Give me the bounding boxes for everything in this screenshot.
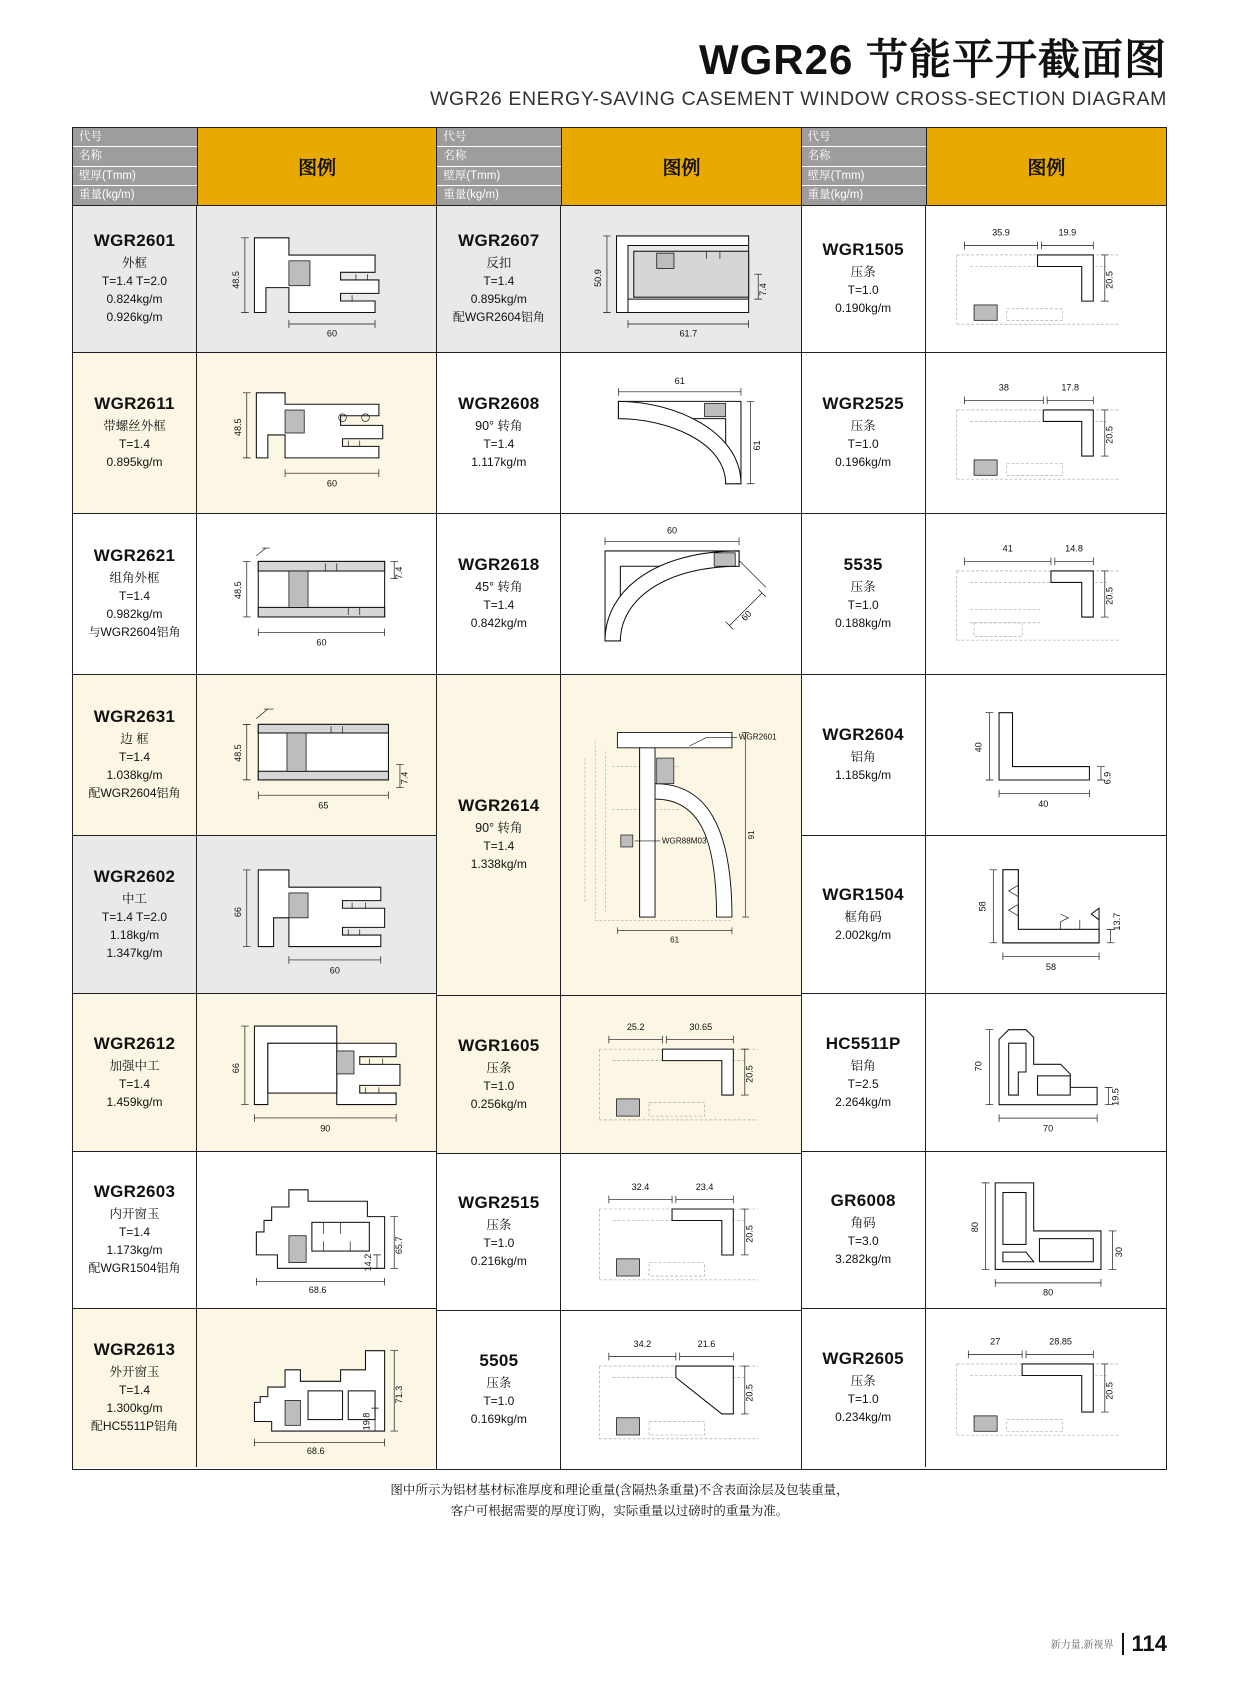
dim-b: 30.65 (689, 1022, 713, 1033)
row-info (802, 1309, 926, 1467)
dim-b: 17.8 (1060, 382, 1079, 393)
profile-thickness: T=1.0 (847, 437, 879, 452)
dim-width: 40 (1037, 798, 1049, 809)
profile-weight: 2.264kg/m (835, 1094, 892, 1109)
profile-figure (197, 206, 436, 352)
header-figure-label: 图例 (561, 128, 800, 205)
profile-code: WGR1505 (822, 240, 904, 260)
page-subtitle: WGR26 ENERGY-SAVING CASEMENT WINDOW CROSS-SECTION DIAGRAM (430, 88, 1167, 111)
profile-weight: 3.282kg/m (835, 1252, 892, 1267)
profile-code: WGR2614 (458, 796, 540, 816)
profile-figure (561, 353, 800, 513)
profile-figure (926, 1309, 1166, 1467)
dim-height: 65.7 (393, 1236, 404, 1254)
profile-name: 铝角 (850, 750, 876, 765)
dim-width: 60 (326, 478, 338, 489)
profile-thickness: T=1.4 (483, 274, 515, 289)
callout-2: WGR88M03 (662, 836, 707, 846)
profile-name: 铝角 (850, 1058, 876, 1073)
dim-height: 61 (752, 439, 763, 451)
profile-name: 压条 (850, 419, 876, 434)
page-footer (1051, 1633, 1167, 1655)
dim-width: 70 (1042, 1123, 1053, 1134)
dim-width: 60 (316, 637, 327, 648)
dim-width: 90 (320, 1123, 331, 1134)
row-info (437, 353, 561, 513)
profile-weight: 1.459kg/m (106, 1094, 163, 1109)
profile-code: WGR2602 (93, 866, 176, 886)
profile-figure (197, 353, 436, 513)
dim-b: 19.9 (1058, 227, 1076, 238)
profile-weight: 0.982kg/m (106, 607, 163, 622)
dim-a: 38 (998, 382, 1009, 393)
profile-figure (926, 206, 1166, 352)
profile-figure (926, 353, 1166, 513)
profile-code: WGR2631 (93, 707, 176, 727)
profile-figure (926, 1152, 1166, 1308)
table-row (802, 353, 1166, 514)
footnote-line-1: 图中所示为铝材基材标准厚度和理论重量(含隔热条重量)不含表面涂层及包装重量， (390, 1482, 849, 1497)
header-label-name: 名称 (73, 147, 197, 166)
profile-weight: 1.038kg/m (106, 768, 163, 783)
dim-width: 68.6 (308, 1284, 327, 1295)
dim-h: 20.5 (744, 1383, 755, 1402)
dim-b: 28.85 (1048, 1336, 1072, 1347)
page-title-code: WGR26 (698, 36, 854, 83)
dim-thickness: 7.4 (758, 282, 769, 296)
page-title (72, 38, 1167, 82)
profile-name: 加强中工 (109, 1058, 160, 1073)
row-info (802, 1152, 926, 1308)
profile-code: WGR2611 (94, 394, 175, 414)
profile-weight: 1.338kg/m (470, 857, 527, 872)
profile-code: WGR2618 (458, 555, 540, 575)
profile-name: 中工 (121, 891, 147, 906)
dim-b: 23.4 (696, 1181, 714, 1192)
profile-code: 5505 (479, 1351, 519, 1371)
table-column-2 (437, 128, 801, 1469)
table-row (73, 1152, 436, 1309)
row-info (437, 1311, 561, 1469)
table-column-1 (73, 128, 437, 1469)
profile-figure (561, 514, 800, 674)
dim-a: 35.9 (991, 227, 1010, 238)
table-row (73, 206, 436, 353)
profile-weight: 0.842kg/m (470, 616, 527, 631)
profile-name: 内开窗玉 (109, 1207, 160, 1222)
brand-slogan: 新力量,新视界 (1050, 1640, 1114, 1651)
profile-weight: 1.185kg/m (835, 768, 892, 783)
profile-thickness: T=1.4 T=2.0 (101, 274, 168, 289)
profile-figure (926, 675, 1166, 835)
profile-name: 压条 (850, 265, 876, 280)
profile-figure (926, 994, 1166, 1151)
profile-code: WGR2612 (93, 1033, 176, 1053)
profile-code: HC5511P (825, 1033, 901, 1053)
profile-thickness: T=1.4 (483, 839, 515, 854)
profile-code: WGR2613 (93, 1340, 176, 1360)
dim-width: 68.6 (306, 1445, 325, 1456)
dim-h: 20.5 (1104, 586, 1115, 605)
row-info (73, 514, 197, 674)
row-info (437, 675, 561, 995)
row-info (437, 514, 561, 674)
dim-a: 27 (989, 1336, 1000, 1347)
profile-thickness: T=1.0 (847, 598, 879, 613)
header-label-name: 名称 (437, 147, 561, 166)
dim-thickness: 19.8 (361, 1412, 372, 1430)
dim-height: 48.5 (233, 418, 244, 436)
row-info (73, 1152, 197, 1308)
row-info (802, 353, 926, 513)
table-row (802, 1309, 1166, 1467)
page-header (72, 0, 1167, 111)
profile-figure (197, 994, 436, 1151)
profile-name: 带螺丝外框 (103, 419, 166, 434)
row-info (73, 353, 197, 513)
row-info (73, 836, 197, 993)
dim-depth: 60 (739, 608, 754, 623)
profile-weight: 0.824kg/m (106, 292, 163, 307)
profile-name: 边 框 (120, 732, 149, 747)
profile-weight: 1.18kg/m (109, 927, 160, 942)
profile-code: WGR2605 (822, 1349, 904, 1369)
header-label-weight: 重量(kg/m) (437, 186, 561, 204)
dim-height: 48.5 (233, 743, 244, 762)
profile-note: 与WGR2604铝角 (88, 625, 181, 640)
dim-width: 61 (674, 375, 686, 386)
profile-code: WGR2515 (458, 1193, 540, 1213)
dim-a: 41 (1002, 543, 1013, 554)
dim-height: 40 (973, 741, 984, 752)
profile-name: 组角外框 (109, 571, 160, 586)
profile-name: 反扣 (486, 256, 512, 271)
profile-thickness: T=3.0 (847, 1234, 879, 1249)
table-row (802, 514, 1166, 675)
callout-1: WGR2601 (739, 731, 777, 741)
dim-height: 91 (747, 830, 757, 840)
profile-thickness: T=1.0 (483, 1394, 515, 1409)
dim-width: 61.7 (679, 328, 698, 339)
dim-width: 60 (326, 328, 338, 339)
profile-code: GR6008 (830, 1191, 896, 1211)
profile-name: 压条 (850, 1374, 876, 1389)
dim-width: 65 (318, 800, 329, 811)
header-label-thickness: 壁厚(Tmm) (802, 167, 926, 186)
row-info (802, 836, 926, 993)
row-info (437, 996, 561, 1153)
header-figure-label: 图例 (197, 128, 436, 205)
table-row (437, 1154, 800, 1311)
dim-thickness: 30 (1113, 1246, 1124, 1257)
profile-weight: 0.190kg/m (835, 301, 892, 316)
table-row (437, 1311, 800, 1469)
dim-thickness: 14.2 (363, 1253, 374, 1271)
page-title-text: 节能平开截面图 (853, 36, 1167, 83)
row-info (73, 206, 197, 352)
profile-weight: 0.234kg/m (835, 1410, 892, 1425)
profile-note: 配WGR1504铝角 (88, 1261, 181, 1276)
profile-figure (561, 675, 800, 995)
table-row (802, 994, 1166, 1152)
profile-code: WGR2607 (458, 231, 540, 251)
header-label-thickness: 壁厚(Tmm) (73, 167, 197, 186)
dim-thickness: 13.7 (1111, 912, 1122, 931)
profile-thickness: T=1.4 (118, 1383, 151, 1398)
profile-thickness: T=1.4 T=2.0 (101, 909, 168, 924)
page-number: 114 (1122, 1633, 1168, 1655)
profile-code: WGR1504 (822, 884, 904, 904)
header-label-code: 代号 (802, 128, 926, 147)
header-label-code: 代号 (437, 128, 561, 147)
table-row (802, 1152, 1166, 1309)
profile-name: 压条 (486, 1060, 512, 1075)
profile-figure (197, 1152, 436, 1308)
profile-weight: 0.895kg/m (470, 292, 527, 307)
profile-code: WGR2608 (458, 394, 540, 414)
profile-figure (926, 514, 1166, 674)
dim-b: 21.6 (698, 1338, 716, 1349)
profile-name: 90° 转角 (475, 419, 523, 434)
profile-name: 45° 转角 (475, 580, 523, 595)
profile-thickness: T=1.0 (847, 283, 879, 298)
profile-weight: 0.196kg/m (835, 455, 892, 470)
profile-thickness: T=1.4 (118, 589, 151, 604)
profile-name: 压条 (850, 580, 876, 595)
dim-width: 60 (329, 965, 340, 976)
table-row (437, 514, 800, 675)
profile-figure (926, 836, 1166, 993)
dim-h: 20.5 (1104, 425, 1115, 444)
dim-thickness: 7.4 (399, 771, 410, 784)
header-label-weight: 重量(kg/m) (802, 186, 926, 204)
dim-width: 58 (1045, 961, 1056, 972)
profile-weight: 1.300kg/m (106, 1401, 163, 1416)
table-row (73, 994, 436, 1152)
profile-name: 90° 转角 (475, 821, 523, 836)
dim-h: 20.5 (744, 1224, 755, 1243)
profile-figure (561, 1154, 800, 1310)
row-info (802, 514, 926, 674)
row-info (802, 206, 926, 352)
dim-height: 66 (231, 1063, 242, 1074)
dim-height: 80 (969, 1221, 980, 1232)
profile-weight: 0.188kg/m (835, 616, 892, 631)
profile-thickness: T=2.5 (847, 1076, 879, 1091)
header-label-name: 名称 (802, 147, 926, 166)
table-row (437, 675, 800, 996)
profile-thickness: T=1.4 (118, 1225, 151, 1240)
profile-weight: 0.169kg/m (470, 1412, 527, 1427)
table-row (73, 353, 436, 514)
profile-code: WGR2604 (822, 725, 904, 745)
profile-code: WGR2525 (822, 394, 904, 414)
dim-a: 32.4 (631, 1181, 650, 1192)
dim-a: 34.2 (633, 1338, 652, 1349)
row-info (802, 675, 926, 835)
profile-thickness: T=1.0 (847, 1392, 879, 1407)
profile-thickness: T=1.4 (118, 1076, 151, 1091)
dim-h: 20.5 (1104, 270, 1115, 289)
profile-code: WGR2601 (93, 231, 176, 251)
table-row (73, 1309, 436, 1467)
dim-h: 20.5 (1104, 1381, 1115, 1400)
table-row (437, 996, 800, 1154)
profile-figure (561, 206, 800, 352)
profile-weight: 0.895kg/m (106, 455, 163, 470)
profile-code: WGR2603 (93, 1182, 176, 1202)
table-row (802, 675, 1166, 836)
profile-code: WGR1605 (458, 1035, 540, 1055)
profile-figure (561, 1311, 800, 1469)
row-info (437, 206, 561, 352)
row-info (437, 1154, 561, 1310)
profile-weight: 0.216kg/m (470, 1254, 527, 1269)
table-row (437, 206, 800, 353)
column-header (802, 128, 1166, 206)
profile-name: 外开窗玉 (109, 1365, 160, 1380)
dim-height: 58 (977, 901, 988, 912)
profile-thickness: T=1.4 (483, 437, 515, 452)
profile-figure (197, 1309, 436, 1467)
row-info (73, 1309, 197, 1467)
profile-thickness: T=1.4 (483, 598, 515, 613)
profile-code: WGR2621 (93, 546, 176, 566)
profile-figure (197, 675, 436, 835)
dim-width: 60 (667, 525, 678, 536)
profile-figure (561, 996, 800, 1153)
profile-figure (197, 836, 436, 993)
profile-figure (197, 514, 436, 674)
profile-code: 5535 (843, 555, 883, 575)
column-header (73, 128, 436, 206)
dim-height: 70 (973, 1061, 984, 1072)
dim-thickness: 19.5 (1109, 1088, 1120, 1106)
dim-height: 50.9 (593, 268, 604, 287)
dim-thickness: 6.9 (1102, 771, 1113, 785)
dim-height: 66 (233, 907, 244, 918)
profile-thickness: T=1.4 (118, 437, 151, 452)
row-info (73, 675, 197, 835)
profile-name: 框角码 (844, 909, 882, 924)
column-header (437, 128, 800, 206)
table-row (437, 353, 800, 514)
profile-note: 配WGR2604铝角 (88, 786, 181, 801)
dim-width: 80 (1042, 1286, 1053, 1297)
dim-a: 25.2 (627, 1022, 645, 1033)
dim-height: 48.5 (233, 580, 244, 599)
profile-name: 压条 (486, 1376, 512, 1391)
dim-b: 14.8 (1064, 543, 1083, 554)
header-label-code: 代号 (73, 128, 197, 147)
dim-width: 61 (670, 935, 680, 945)
profile-weight: 0.256kg/m (470, 1096, 527, 1111)
table-row (802, 206, 1166, 353)
profile-name: 角码 (850, 1216, 876, 1231)
dim-height: 48.5 (231, 270, 242, 289)
row-info (73, 994, 197, 1151)
profile-note: 配HC5511P铝角 (90, 1419, 179, 1434)
profile-name: 外框 (121, 256, 147, 271)
profile-weight: 2.002kg/m (835, 927, 892, 942)
profile-weight: 1.173kg/m (106, 1243, 163, 1258)
footnote (72, 1480, 1167, 1523)
profile-name: 压条 (486, 1218, 512, 1233)
header-figure-label: 图例 (926, 128, 1166, 205)
profile-weight-2: 1.347kg/m (106, 945, 163, 960)
table-column-3 (802, 128, 1166, 1469)
header-label-thickness: 壁厚(Tmm) (437, 167, 561, 186)
profile-weight: 1.117kg/m (471, 455, 527, 470)
table-row (73, 675, 436, 836)
dim-height: 71.3 (393, 1385, 404, 1404)
profile-note: 配WGR2604铝角 (452, 310, 545, 325)
profile-table (72, 127, 1167, 1470)
profile-thickness: T=1.4 (118, 750, 151, 765)
profile-weight-2: 0.926kg/m (106, 310, 163, 325)
row-info (802, 994, 926, 1151)
table-row (73, 514, 436, 675)
table-row (73, 836, 436, 994)
dim-thickness: 7.4 (393, 566, 404, 579)
header-label-weight: 重量(kg/m) (73, 186, 197, 204)
profile-thickness: T=1.0 (483, 1078, 515, 1093)
profile-thickness: T=1.0 (483, 1236, 515, 1251)
table-row (802, 836, 1166, 994)
dim-h: 20.5 (744, 1065, 755, 1083)
footnote-line-2: 客户可根据需要的厚度订购，实际重量以过磅时的重量为准。 (450, 1503, 789, 1518)
